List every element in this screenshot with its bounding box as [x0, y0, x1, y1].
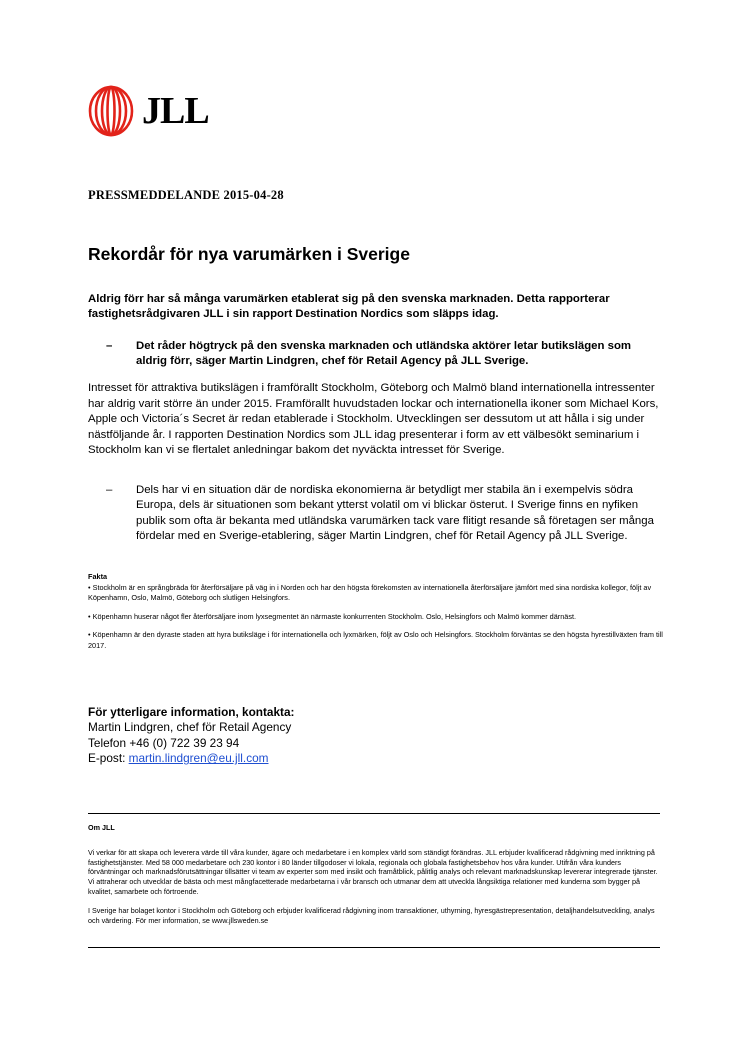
lead-paragraph: Aldrig förr har så många varumärken etablerat sig på den svenska marknaden. Detta rapporterar fastighetsrådgivaren JLL i sin rapport Destination Nordics som släpps idag. — [88, 293, 610, 320]
contact-heading: För ytterligare information, kontakta: — [88, 705, 295, 719]
press-release-label: PRESSMEDDELANDE 2015-04-28 — [88, 188, 284, 202]
quote-dash: – — [106, 484, 113, 496]
contact-section — [88, 705, 294, 767]
body-paragraph: Intresset för attraktiva butikslägen i framförallt Stockholm, Göteborg och Malmö bland internationella intressenter har aldrig varit större än under 2015. Framförallt huvudstaden lockar och internationella ikoner som Michael Kors, Apple och Victoria´s Secret är redan etablerade i Stockholm. Utvecklingen ser dessutom ut att hålla i sig under nästföljande år. I rapporten Destination Nordics som JLL idag presenterar i form av ett välbesökt seminarium i Stockholm kan vi se flertalet anledningar bakom det nyväckta intresset för Sverige. — [88, 382, 659, 457]
quote-2 — [106, 483, 658, 544]
divider-top — [88, 813, 660, 814]
facts-section — [88, 572, 668, 659]
contact-name: Martin Lindgren, chef för Retail Agency — [88, 720, 292, 735]
logo-text: JLL — [142, 90, 209, 132]
quote-1 — [106, 339, 658, 370]
jll-logo-icon — [88, 85, 134, 137]
quote-text: Det råder högtryck på den svenska marknaden och utländska aktörer letar butikslägen som aldrig förr, säger Martin Lindgren, chef för Retail Agency på JLL Sverige. — [136, 340, 632, 368]
fact-item: • Köpenhamn huserar något fler återförsäljare inom lyxsegmentet än närmaste konkurrenten Stockholm. Oslo, Helsingfors och Malmö kommer därnäst. — [88, 611, 577, 621]
jll-logo — [88, 85, 209, 137]
divider-bottom — [88, 947, 660, 948]
fact-item: • Köpenhamn är den dyraste staden att hyra butikslägе i för internationella och lyxmärken, följt av Oslo och Helsingfors. Stockholm förväntas se den högsta hyrestillväxten fram till 2017. — [88, 630, 663, 650]
contact-email-row — [88, 751, 294, 766]
about-paragraph: I Sverige har bolaget kontor i Stockholm och Göteborg och erbjuder kvalificerad rådgivning inom transaktioner, uthyrning, hyresgästrepresentation, detaljhandelsutveckling, analys och värdering. För mer information, se www.jllsweden.se — [88, 905, 655, 925]
fact-item: • Stockholm är en språngbräda för återförsäljare på väg in i Norden och har den högsta förekomsten av internationella återförsäljare jämfört med sina nordiska kollegor, följt av Köpenhamn, Oslo, Malmö, Göteborg och slutligen Helsingfors. — [88, 582, 652, 602]
facts-title: Fakta — [88, 572, 108, 581]
about-paragraph: Vi verkar för att skapa och leverera värde till våra kunder, ägare och medarbetare i en komplex värld som ständigt förändras. JLL erbjuder kvalificerad rådgivning med inriktning på fastighetstjänster. Med 58 000 medarbetare och 230 kontor i 80 länder tillgodoser vi lokala, regionala och globala fastighetsbehov hos våra kunder. Utifrån våra kunders förväntningar och marknadsförutsättningar tillsätter vi team av experter som med insikt och framåtblick, pålitlig analys och relevant marknadskunskap levererar integrerade tjänster. Vi attraherar och utvecklar de bästa och mest mångfacetterade medarbetarna i vår bransch och utmanar dem att utveckla långsiktiga relationer med kunderna som bygger på kvalitet, samarbete och förtroende. — [88, 847, 658, 896]
contact-phone: Telefon +46 (0) 722 39 23 94 — [88, 735, 240, 750]
headline: Rekordår för nya varumärken i Sverige — [88, 244, 410, 264]
about-section — [88, 823, 663, 934]
email-label: E-post: — [88, 751, 129, 766]
email-link[interactable]: martin.lindgren@eu.jll.com — [128, 751, 269, 766]
quote-text: Dels har vi en situation där de nordiska ekonomierna är betydligt mer stabila än i exempelvis södra Europa, dels är situationen som bekant ytterst volatil om vi blickar österut. I Sverige finns en nyfiken publik som ofta är bekanta med utländska varumärken tack vare flitigt resande så företagen ser många fördelar med en Sverige-etablering, säger Martin Lindgren, chef för Retail Agency på JLL Sverige. — [136, 484, 654, 542]
quote-dash: – — [106, 340, 113, 352]
about-title: Om JLL — [88, 823, 115, 832]
